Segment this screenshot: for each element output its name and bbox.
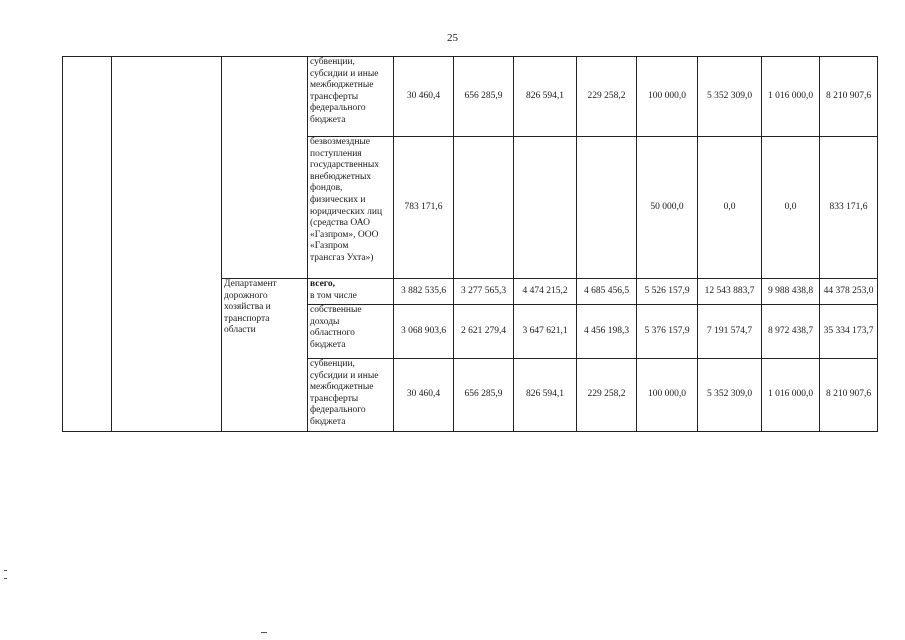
funding-source-line: всего, xyxy=(310,279,335,289)
value-cell: 30 460,4 xyxy=(394,359,454,432)
value-cell: 4 685 456,5 xyxy=(577,279,637,305)
value-cell: 8 210 907,6 xyxy=(820,359,878,432)
empty-cell-code xyxy=(63,57,112,432)
budget-table xyxy=(62,56,878,432)
funding-source-line: трансферты xyxy=(310,91,359,102)
funding-source-line: трансгаз Ухта») xyxy=(310,252,374,263)
table-row xyxy=(63,57,878,137)
value-cell: 0,0 xyxy=(762,137,820,279)
funding-source-line: трансферты xyxy=(310,393,359,404)
funding-source-cell xyxy=(308,57,394,137)
value-cell: 2 621 279,4 xyxy=(454,305,514,359)
funding-source-line: субсидии и иные xyxy=(310,370,379,381)
funding-source-line: «Газпром», ООО xyxy=(310,229,379,240)
department-cell xyxy=(222,279,308,432)
value-cell: 12 543 883,7 xyxy=(698,279,762,305)
value-cell: 7 191 574,7 xyxy=(698,305,762,359)
value-cell: 1 016 000,0 xyxy=(762,359,820,432)
funding-source-line: субсидии и иные xyxy=(310,68,379,79)
value-cell: 4 474 215,2 xyxy=(514,279,577,305)
value-cell: 833 171,6 xyxy=(820,137,878,279)
value-cell: 1 016 000,0 xyxy=(762,57,820,137)
funding-source-line: бюджета xyxy=(310,416,346,427)
funding-source-cell xyxy=(308,137,394,279)
page-number: 25 xyxy=(447,32,458,44)
value-cell: 229 258,2 xyxy=(577,359,637,432)
funding-source-line: субвенции, xyxy=(310,359,355,369)
department-name-line: хозяйства и xyxy=(224,302,271,313)
value-cell: 8 210 907,6 xyxy=(820,57,878,137)
funding-source-line: межбюджетные xyxy=(310,382,374,393)
funding-source-line: поступления xyxy=(310,148,362,159)
funding-source-line: «Газпром xyxy=(310,241,349,252)
value-cell xyxy=(577,137,637,279)
funding-source-line: фондов, xyxy=(310,183,343,194)
department-name-line: области xyxy=(224,325,256,336)
value-cell: 5 526 157,9 xyxy=(637,279,698,305)
value-cell: 50 000,0 xyxy=(637,137,698,279)
value-cell: 100 000,0 xyxy=(637,57,698,137)
value-cell: 9 988 438,8 xyxy=(762,279,820,305)
funding-source-line: безвозмездные xyxy=(310,137,371,147)
value-cell xyxy=(514,137,577,279)
value-cell: 5 376 157,9 xyxy=(637,305,698,359)
funding-source-line: федерального xyxy=(310,103,366,114)
empty-cell-name xyxy=(112,57,222,432)
funding-source-line: межбюджетные xyxy=(310,80,374,91)
funding-source-line: доходы xyxy=(310,316,340,327)
department-name-line: Департамент xyxy=(224,279,277,289)
value-cell: 3 647 621,1 xyxy=(514,305,577,359)
funding-source-line: государственных xyxy=(310,160,380,171)
value-cell: 783 171,6 xyxy=(394,137,454,279)
value-cell xyxy=(454,137,514,279)
value-cell: 30 460,4 xyxy=(394,57,454,137)
value-cell: 0,0 xyxy=(698,137,762,279)
value-cell: 5 352 309,0 xyxy=(698,57,762,137)
funding-source-line: (средства ОАО xyxy=(310,218,371,229)
value-cell: 44 378 253,0 xyxy=(820,279,878,305)
value-cell: 3 277 565,3 xyxy=(454,279,514,305)
funding-source-line: внебюджетных xyxy=(310,171,372,182)
value-cell: 656 285,9 xyxy=(454,57,514,137)
funding-source-cell xyxy=(308,359,394,432)
value-cell: 3 882 535,6 xyxy=(394,279,454,305)
funding-source-line: областного xyxy=(310,328,355,339)
scan-mark xyxy=(4,570,7,571)
funding-source-line: субвенции, xyxy=(310,57,355,67)
funding-source-cell xyxy=(308,279,394,305)
value-cell: 35 334 173,7 xyxy=(820,305,878,359)
value-cell: 4 456 198,3 xyxy=(577,305,637,359)
value-cell: 100 000,0 xyxy=(637,359,698,432)
funding-source-line: в том числе xyxy=(310,290,357,301)
funding-source-line: бюджета xyxy=(310,339,346,350)
department-name-line: дорожного xyxy=(224,290,268,301)
scan-mark xyxy=(261,632,267,633)
value-cell: 3 068 903,6 xyxy=(394,305,454,359)
funding-source-line: бюджета xyxy=(310,114,346,125)
value-cell: 656 285,9 xyxy=(454,359,514,432)
funding-source-line: юридических лиц xyxy=(310,206,383,217)
department-name-line: транспорта xyxy=(224,313,270,324)
funding-source-line: собственные xyxy=(310,305,362,315)
funding-source-line: физических и xyxy=(310,194,366,205)
value-cell: 826 594,1 xyxy=(514,359,577,432)
funding-source-cell xyxy=(308,305,394,359)
value-cell: 8 972 438,7 xyxy=(762,305,820,359)
scan-mark xyxy=(4,578,7,579)
value-cell: 5 352 309,0 xyxy=(698,359,762,432)
executor-cell-empty xyxy=(222,57,308,279)
value-cell: 229 258,2 xyxy=(577,57,637,137)
value-cell: 826 594,1 xyxy=(514,57,577,137)
funding-source-line: федерального xyxy=(310,405,366,416)
